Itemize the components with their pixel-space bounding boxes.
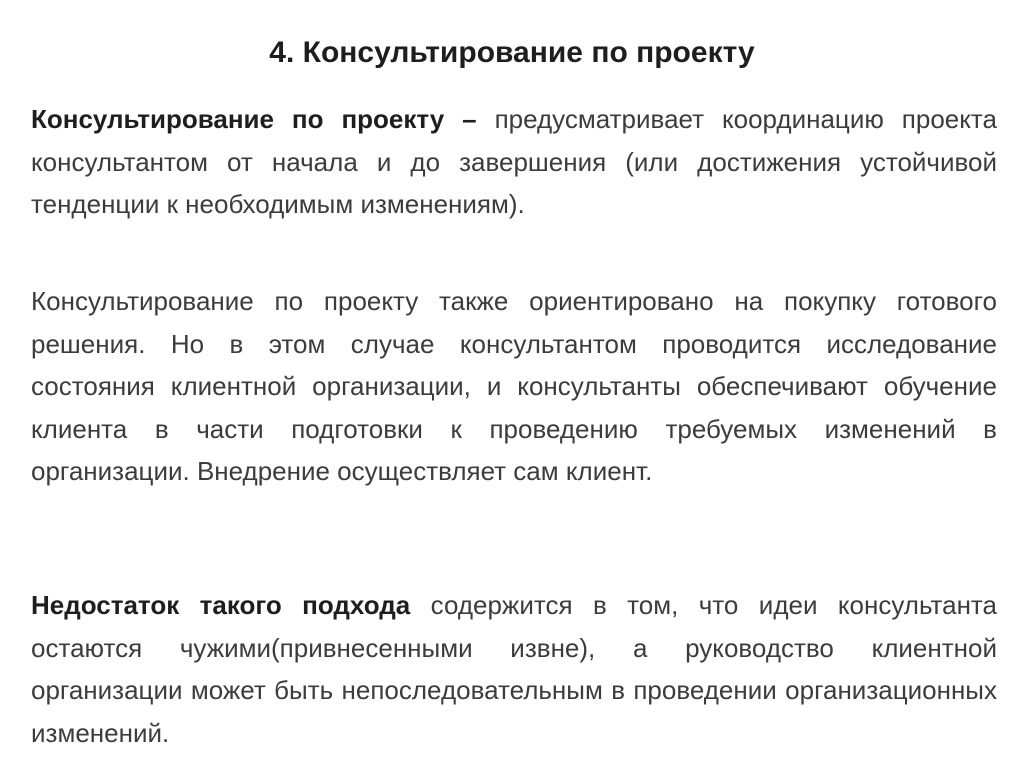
- slide-title: 4. Консультирование по проекту: [269, 36, 755, 69]
- paragraph-term: Консультирование по проекту –: [31, 104, 477, 134]
- paragraph-text: содержится в том, что идеи консультанта остаются чужими(привнесенными извне), а руководство клиентной организации может быть непоследовательным в проведении организационных изменений.: [31, 590, 998, 748]
- paragraph-orientation: [31, 280, 997, 493]
- paragraph-definition: [31, 98, 997, 226]
- paragraph-term: Недостаток такого подхода: [31, 590, 411, 620]
- paragraph-text: предусматривает координацию проекта консультантом от начала и до завершения (или достижения устойчивой тенденции к необходимым изменениям).: [31, 104, 997, 219]
- paragraph-text: Консультирование по проекту также ориентировано на покупку готового решения. Но в этом случае консультантом проводится исследование состояния клиентной организации, и консультанты обеспечивают обучение клиента в части подготовки к проведению требуемых изменений в организации. Внедрение осуществляет сам клиент.: [31, 286, 997, 486]
- paragraph-drawback: [31, 584, 997, 754]
